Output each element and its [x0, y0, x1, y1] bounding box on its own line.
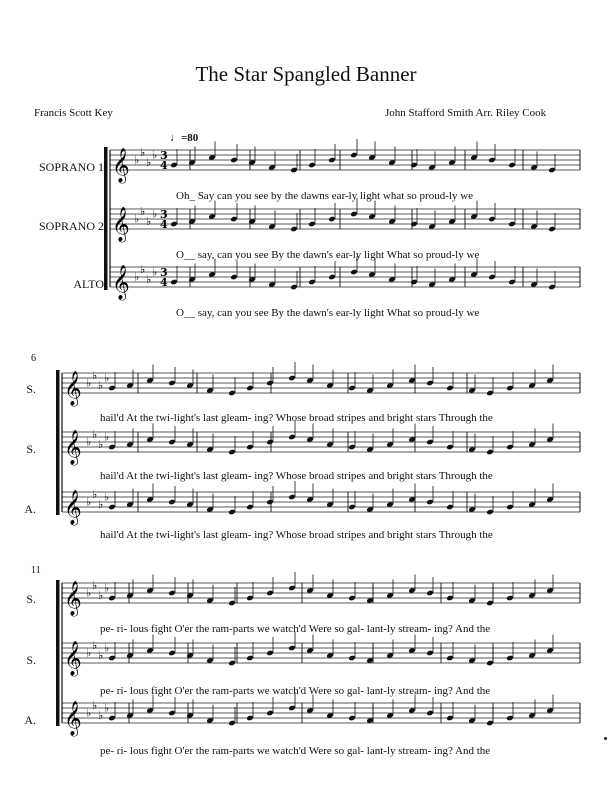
- time-signature: 3: [160, 208, 168, 221]
- flat-icon: ♭: [86, 376, 92, 390]
- flat-icon: ♭: [104, 430, 110, 444]
- part-name-soprano-1: SOPRANO 1: [38, 160, 104, 174]
- flat-icon: ♭: [134, 270, 140, 284]
- part-name-soprano-1: S.: [26, 592, 36, 606]
- flat-icon: ♭: [86, 495, 92, 509]
- flat-icon: ♭: [146, 215, 152, 228]
- flat-icon: ♭: [152, 148, 158, 162]
- system-bracket: [56, 370, 60, 515]
- part-name-soprano-2: S.: [26, 442, 36, 456]
- time-signature: 3: [160, 266, 168, 279]
- treble-clef-icon: 𝄞: [64, 701, 82, 736]
- flat-icon: ♭: [92, 579, 98, 592]
- lyric-line: Oh_ Say can you see by the dawns ear-ly light what so proud-ly we: [176, 190, 474, 202]
- flat-icon: ♭: [104, 371, 110, 385]
- lyric-line: O__ say, can you see By the dawn's ear-ly light What so proud-ly we: [176, 307, 480, 319]
- flat-icon: ♭: [104, 581, 110, 595]
- flat-icon: ♭: [104, 641, 110, 655]
- flat-icon: ♭: [104, 490, 110, 504]
- treble-clef-icon: 𝄞: [64, 490, 82, 525]
- system-bracket: [104, 147, 108, 290]
- flat-icon: ♭: [98, 438, 104, 451]
- lyric-line: pe- ri- lous fight O'er the ram-parts we watch'd Were so gal- lant-ly stream- ing? And the: [100, 745, 491, 757]
- flat-icon: ♭: [140, 146, 146, 159]
- flat-icon: ♭: [152, 265, 158, 279]
- flat-icon: ♭: [92, 428, 98, 441]
- time-signature: 4: [160, 218, 168, 231]
- composer-credit: John Stafford Smith Arr. Riley Cook: [385, 107, 547, 119]
- flat-icon: ♭: [98, 589, 104, 602]
- flat-icon: ♭: [98, 709, 104, 722]
- time-signature: 4: [160, 276, 168, 289]
- treble-clef-icon: 𝄞: [64, 430, 82, 465]
- measure-number: 6: [31, 353, 36, 364]
- part-name-soprano-1: S.: [26, 382, 36, 396]
- flat-icon: ♭: [92, 488, 98, 501]
- part-name-alto: A.: [24, 502, 36, 516]
- part-name-alto: A.: [24, 713, 36, 727]
- lyric-line: hail'd At the twi-light's last gleam- ing? Whose broad stripes and bright stars Through the: [100, 412, 493, 424]
- flat-icon: ♭: [92, 369, 98, 382]
- measure-number: 11: [31, 565, 41, 576]
- flat-icon: ♭: [86, 435, 92, 449]
- flat-icon: ♭: [140, 205, 146, 218]
- flat-icon: ♭: [86, 586, 92, 600]
- lyric-line: hail'd At the twi-light's last gleam- ing? Whose broad stripes and bright stars Through the: [100, 529, 493, 541]
- part-name-alto: ALTO: [73, 277, 104, 291]
- lyric-line: O__ say, can you see By the dawn's ear-ly light What so proud-ly we: [176, 249, 480, 261]
- time-signature: 3: [160, 149, 168, 162]
- flat-icon: ♭: [134, 212, 140, 226]
- flat-icon: ♭: [146, 273, 152, 286]
- flat-icon: ♭: [98, 379, 104, 392]
- treble-clef-icon: 𝄞: [64, 641, 82, 676]
- lyricist-credit: Francis Scott Key: [34, 107, 113, 119]
- flat-icon: ♭: [98, 649, 104, 662]
- lyric-line: hail'd At the twi-light's last gleam- ing? Whose broad stripes and bright stars Through the: [100, 470, 493, 482]
- flat-icon: ♭: [140, 263, 146, 276]
- flat-icon: ♭: [86, 646, 92, 660]
- treble-clef-icon: 𝄞: [64, 371, 82, 406]
- part-name-soprano-2: SOPRANO 2: [38, 219, 104, 233]
- flat-icon: ♭: [92, 699, 98, 712]
- flat-icon: ♭: [152, 207, 158, 221]
- treble-clef-icon: 𝄞: [112, 207, 130, 242]
- flat-icon: ♭: [134, 153, 140, 167]
- treble-clef-icon: 𝄞: [64, 581, 82, 616]
- lyric-line: pe- ri- lous fight O'er the ram-parts we watch'd Were so gal- lant-ly stream- ing? And the: [100, 623, 491, 635]
- flat-icon: ♭: [98, 498, 104, 511]
- flat-icon: ♭: [92, 639, 98, 652]
- system-bracket: [56, 580, 60, 726]
- page-speck: [604, 737, 607, 740]
- time-signature: 4: [160, 159, 168, 172]
- treble-clef-icon: 𝄞: [112, 148, 130, 183]
- page-title: The Star Spangled Banner: [195, 62, 417, 86]
- treble-clef-icon: 𝄞: [112, 265, 130, 300]
- part-name-soprano-2: S.: [26, 653, 36, 667]
- flat-icon: ♭: [146, 156, 152, 169]
- flat-icon: ♭: [86, 706, 92, 720]
- tempo-marking: ♩=80: [170, 132, 199, 144]
- flat-icon: ♭: [104, 701, 110, 715]
- lyric-line: pe- ri- lous fight O'er the ram-parts we watch'd Were so gal- lant-ly stream- ing? And the: [100, 685, 491, 697]
